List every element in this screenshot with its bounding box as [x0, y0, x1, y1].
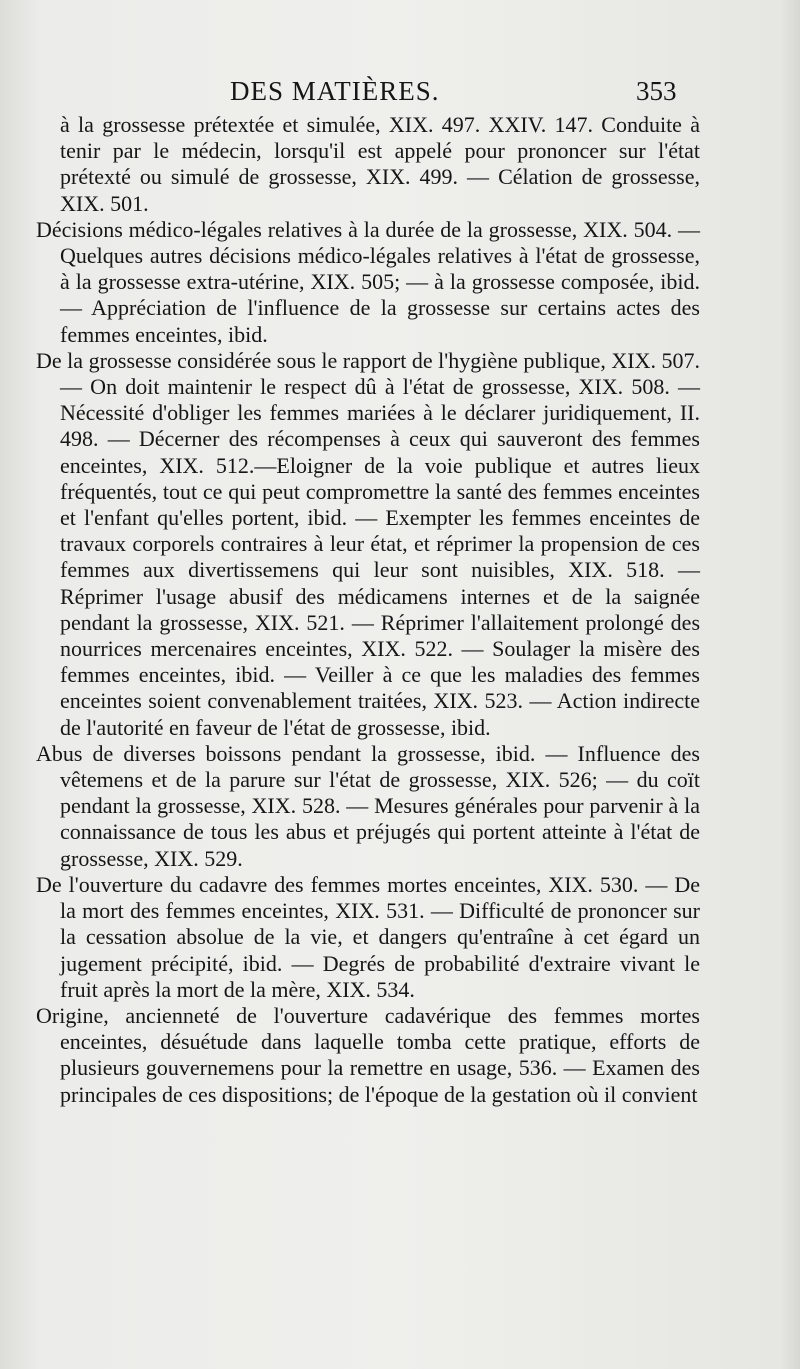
running-title: DES MATIÈRES. [230, 76, 440, 106]
index-entry-abus: Abus de diverses boissons pendant la grossesse, ibid. — Influence des vêtemens et de la parure sur l'état de grossesse, XIX. 526; — du coït pendant la grossesse, XIX. 528. — Mesures générales pour parvenir à la connaissance de tous les abus et préjugés qui portent atteinte à l'état de grossesse, XIX. 529. [36, 740, 700, 871]
index-entry-decisions: Décisions médico-légales relatives à la durée de la grossesse, XIX. 504. — Quelques autres décisions médico-légales relatives à l'état de grossesse, à la grossesse extra-utérine, XIX. 505; — à la grossesse composée, ibid. — Appréciation de l'influence de la grossesse sur certains actes des femmes enceintes, ibid. [36, 216, 700, 347]
page-number: 353 [636, 76, 677, 106]
index-entry-continued: à la grossesse prétextée et simulée, XIX. 497. XXIV. 147. Conduite à tenir par le médecin, lorsqu'il est appelé pour prononcer sur l'état prétexté ou simulé de grossesse, XIX. 499. — Célation de grossesse, XIX. 501. [60, 112, 700, 216]
index-entry-ouverture: De l'ouverture du cadavre des femmes mortes enceintes, XIX. 530. — De la mort des femmes enceintes, XIX. 531. — Difficulté de prononcer sur la cessation absolue de la vie, et dangers qu'entraîne à cet égard un jugement précipité, ibid. — Degrés de probabilité d'extraire vivant le fruit après la mort de la mère, XIX. 534. [36, 871, 700, 1002]
page-header [0, 76, 800, 116]
index-entry-origine: Origine, ancienneté de l'ouverture cadavérique des femmes mortes enceintes, désuétude dans laquelle tomba cette pratique, efforts de plusieurs gouvernemens pour la remettre en usage, 536. — Examen des principales de ces dispositions; de l'époque de la gestation où il convient [36, 1002, 700, 1107]
index-entry-hygiene: De la grossesse considérée sous le rapport de l'hygiène publique, XIX. 507. — On doit maintenir le respect dû à l'état de grossesse, XIX. 508. — Nécessité d'obliger les femmes mariées à le déclarer juridiquement, II. 498. — Décerner des récompenses à ceux qui sauveront des femmes enceintes, XIX. 512.—Eloigner de la voie publique et autres lieux fréquentés, tout ce qui peut compromettre la santé des femmes enceintes et l'enfant qu'elles portent, ibid. — Exempter les femmes enceintes de travaux corporels contraires à leur état, et réprimer la propension de ces femmes aux divertissemens qui leur sont nuisibles, XIX. 518. — Réprimer l'usage abusif des médicamens internes et de la saignée pendant la grossesse, XIX. 521. — Réprimer l'allaitement prolongé des nourrices mercenaires enceintes, XIX. 522. — Soulager la misère des femmes enceintes, ibid. — Veiller à ce que les maladies des femmes enceintes soient convenablement traitées, XIX. 523. — Action indirecte de l'autorité en faveur de l'état de grossesse, ibid. [36, 347, 700, 740]
index-text [36, 112, 700, 1108]
